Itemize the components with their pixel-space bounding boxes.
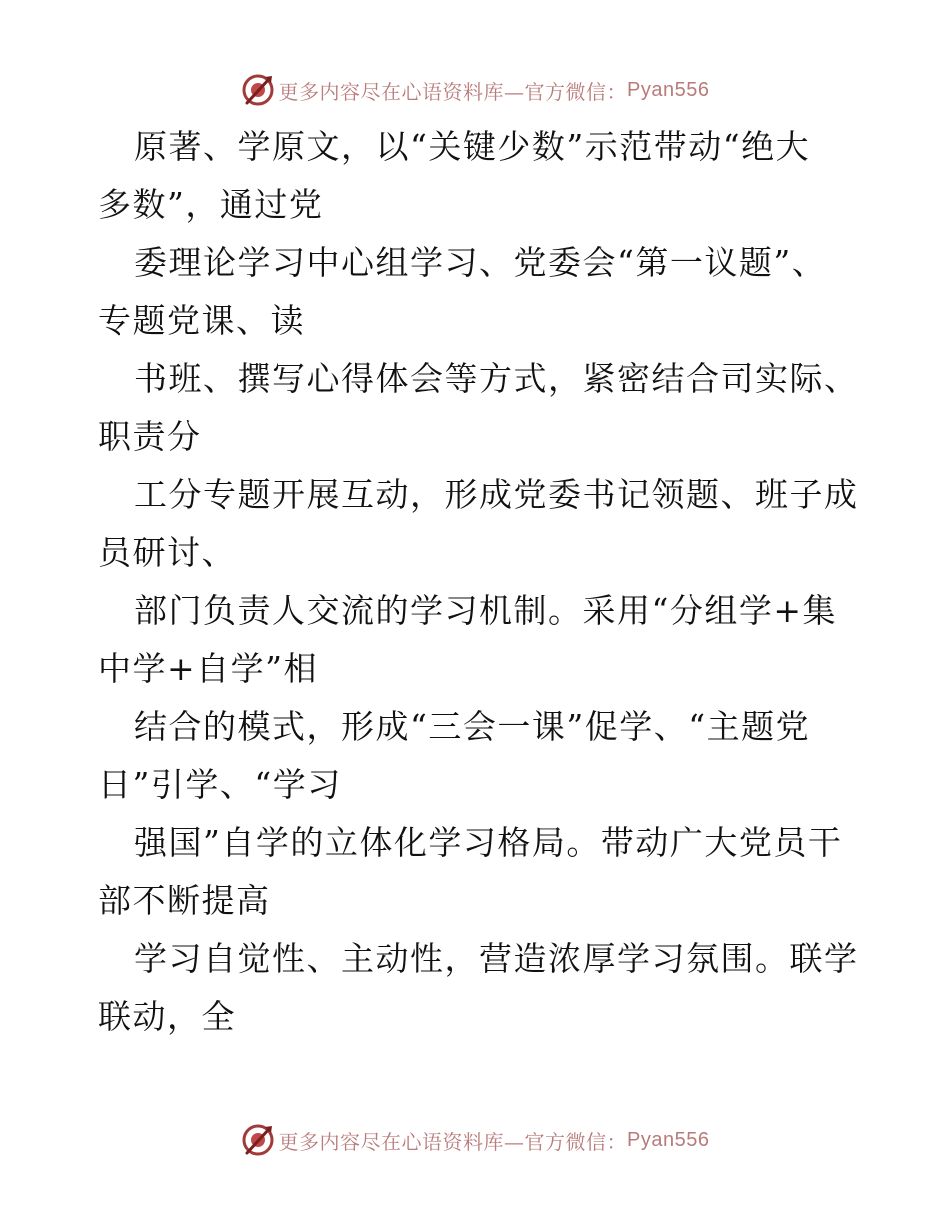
watermark-footer (0, 1120, 950, 1160)
header-text: 更多内容尽在心语资料库—官方微信： (278, 79, 628, 104)
watermark-header (0, 70, 950, 110)
footer-wechat-id: Pyan556 (627, 1128, 710, 1151)
text-line: 部不断提高 (98, 881, 271, 920)
header-wechat-id: Pyan556 (627, 78, 710, 101)
text-line: 学习自觉性、主动性，营造浓厚学习氛围。联学 (134, 939, 859, 978)
text-line: 部门负责人交流的学习机制。采用“分组学+集 (134, 591, 838, 630)
document-body (98, 118, 858, 1046)
text-line: 中学+自学”相 (98, 649, 319, 688)
footer-text: 更多内容尽在心语资料库—官方微信： (278, 1129, 628, 1154)
text-line: 职责分 (98, 417, 202, 456)
text-line: 日”引学、“学习 (98, 765, 342, 804)
text-line: 联动，全 (98, 997, 236, 1036)
text-line: 委理论学习中心组学习、党委会“第一议题”、 (134, 243, 827, 282)
text-line: 员研讨、 (98, 533, 236, 572)
text-line: 工分专题开展互动，形成党委书记领题、班子成 (134, 475, 859, 514)
text-line: 书班、撰写心得体会等方式，紧密结合司实际、 (134, 359, 859, 398)
text-line: 强国”自学的立体化学习格局。带动广大党员干 (134, 823, 843, 862)
quill-seal-icon (241, 1123, 275, 1157)
text-line: 结合的模式，形成“三会一课”促学、“主题党 (134, 707, 811, 746)
quill-seal-icon (241, 73, 275, 107)
text-line: 专题党课、读 (98, 301, 305, 340)
text-line: 多数”，通过党 (98, 185, 324, 224)
text-line: 原著、学原文，以“关键少数”示范带动“绝大 (134, 127, 811, 166)
